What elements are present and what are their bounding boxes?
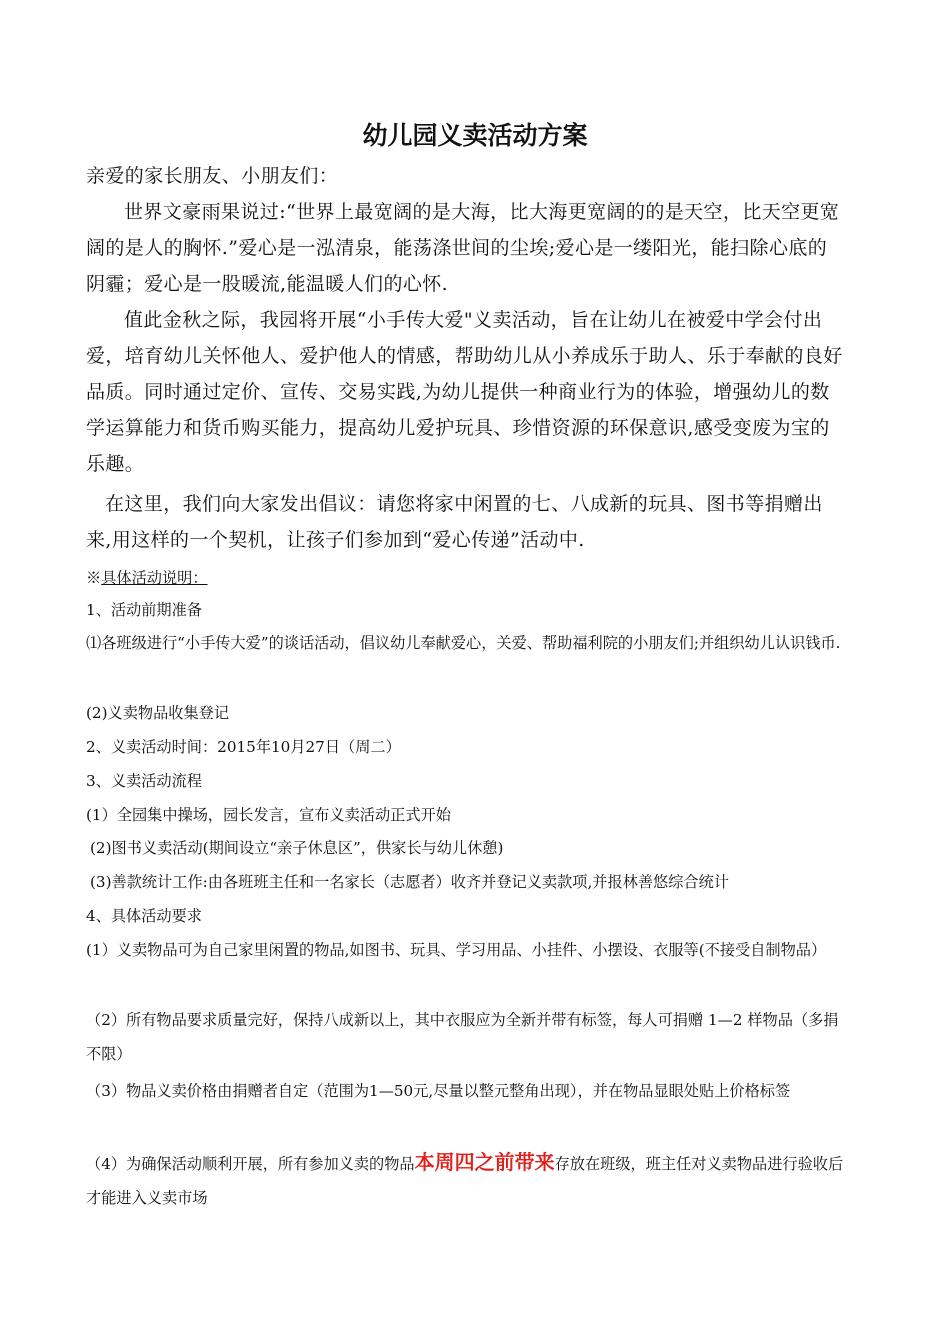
item-3-1: (1）全园集中操场，园长发言，宣布义卖活动正式开始 (86, 806, 451, 824)
paragraph-quote: 世界文豪雨果说过:“世界上最宽阔的是大海，比大海更宽阔的的是天空，比天空更宽阔的是人的胸怀.”爱心是一泓清泉，能荡涤世间的尘埃;爱心是一缕阳光，能扫除心底的阴霾；爱心是一股暖流,能温暖人们的心怀. (86, 201, 840, 295)
greeting: 亲爱的家长朋友、小朋友们： (86, 165, 339, 187)
item-4-4-text-before: （4）为确保活动顺利开展，所有参加义卖的物品 (86, 1155, 415, 1173)
section-heading-line (86, 562, 846, 596)
item-4-2: （2）所有物品要求质量完好，保持八成新以上，其中衣服应为全新并带有标签，每人可捐赠 1—2 样物品（多捐不限） (86, 1011, 839, 1063)
document-title: 幼儿园义卖活动方案 (362, 121, 588, 150)
section-marker: ※ (86, 569, 102, 587)
item-4-1: (1）义卖物品可为自己家里闲置的物品,如图书、玩具、学习用品、小挂件、小摆设、衣服等(不接受自制物品） (86, 941, 827, 959)
item-1-2: (2)义卖物品收集登记 (86, 704, 230, 722)
item-4-4-text-after: 存放在班级，班主任对义卖物品进行验收后才能进入义卖市场 (86, 1155, 844, 1207)
item-3-heading: 3、义卖活动流程 (86, 772, 202, 790)
item-4-heading: 4、具体活动要求 (86, 907, 202, 925)
item-1-heading: 1、活动前期准备 (86, 601, 202, 619)
section-heading: 具体活动说明： (101, 569, 208, 587)
paragraph-intro: 值此金秋之际，我园将开展“小手传大爱"义卖活动，旨在让幼儿在被爱中学会付出爱，培育幼儿关怀他人、爱护他人的情感，帮助幼儿从小养成乐于助人、乐于奉献的良好品质。同时通过定价、宣传、交易实践,为幼儿提供一种商业行为的体验，增强幼儿的数学运算能力和货币购买能力，提高幼儿爱护玩具、珍惜资源的环保意识,感受变废为宝的乐趣。 (86, 309, 843, 475)
item-2: 2、义卖活动时间：2015年10月27日（周二） (86, 738, 401, 756)
item-3-3: (3)善款统计工作:由各班班主任和一名家长（志愿者）收齐并登记义卖款项,并报林善悠综合统计 (90, 873, 729, 891)
item-4-3: （3）物品义卖价格由捐赠者自定（范围为1—50元,尽量以整元整角出现），并在物品显眼处贴上价格标签 (86, 1082, 791, 1100)
item-3-2: (2)图书义卖活动(期间设立“亲子休息区”，供家长与幼儿休憩) (90, 839, 504, 857)
item-4-4 (86, 1146, 846, 1215)
deadline-highlight: 本周四之前带来 (414, 1150, 555, 1174)
paragraph-appeal: 在这里，我们向大家发出倡议：请您将家中闲置的七、八成新的玩具、图书等捐赠出来,用这样的一个契机，让孩子们参加到“爱心传递”活动中. (86, 493, 823, 551)
item-1-1: ⑴各班级进行“小手传大爱”的谈话活动，倡议幼儿奉献爱心，关爱、帮助福利院的小朋友们;并组织幼儿认识钱币. (86, 634, 841, 652)
